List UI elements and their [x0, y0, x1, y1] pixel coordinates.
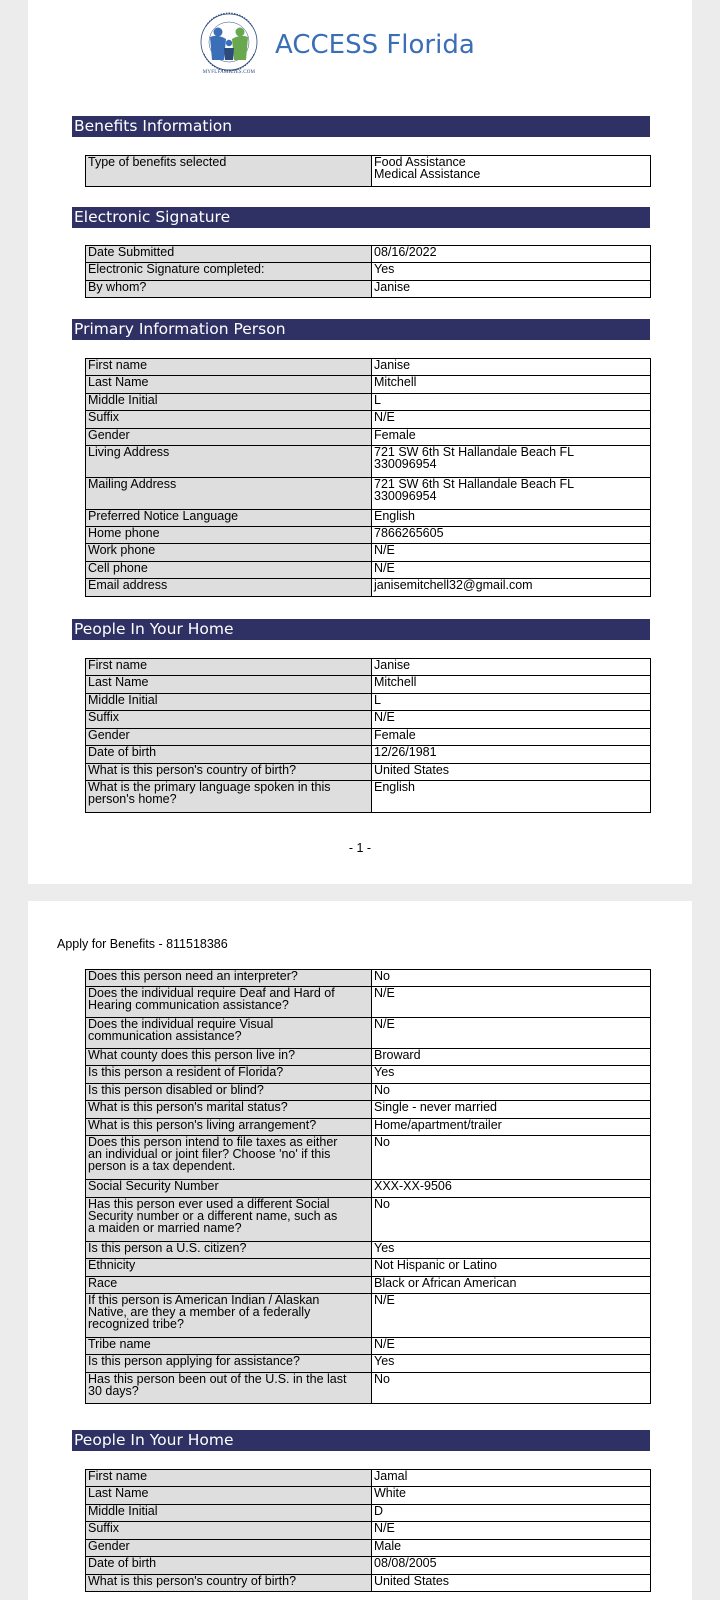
table-row	[86, 579, 651, 597]
field-label: Last Name	[86, 1487, 372, 1505]
field-value: Yes	[372, 263, 651, 281]
field-value: N/E	[372, 1338, 651, 1355]
section-title-people-in-home: People In Your Home	[72, 619, 650, 640]
field-value: janisemitchell32@gmail.com	[372, 579, 651, 597]
field-label: Mailing Address	[86, 478, 372, 510]
field-value: White	[372, 1487, 651, 1505]
table-row	[86, 1294, 651, 1338]
field-value: N/E	[372, 562, 651, 579]
field-label: Last Name	[86, 676, 372, 694]
table-row	[86, 359, 651, 376]
table-row	[86, 411, 651, 429]
table-row	[86, 1066, 651, 1084]
document-page-1	[28, 0, 692, 884]
table-row	[86, 987, 651, 1018]
field-label: Is this person a resident of Florida?	[86, 1066, 372, 1084]
field-label: Date of birth	[86, 746, 372, 764]
table-row	[86, 1277, 651, 1294]
field-value: N/E	[372, 711, 651, 729]
primary-person-table	[85, 358, 651, 597]
field-value: United States	[372, 764, 651, 781]
table-row	[86, 1557, 651, 1575]
field-label: Email address	[86, 579, 372, 597]
field-value: D	[372, 1505, 651, 1522]
field-value: Broward	[372, 1049, 651, 1066]
field-value: N/E	[372, 411, 651, 429]
field-label: Middle Initial	[86, 1505, 372, 1522]
table-row	[86, 764, 651, 781]
field-value: N/E	[372, 987, 651, 1018]
table-row	[86, 1575, 651, 1592]
table-row	[86, 970, 651, 987]
table-row	[86, 1049, 651, 1066]
table-row	[86, 1259, 651, 1277]
table-row	[86, 1373, 651, 1404]
field-label: Gender	[86, 429, 372, 446]
field-label: First name	[86, 359, 372, 376]
table-row	[86, 1470, 651, 1487]
field-value: Not Hispanic or Latino	[372, 1259, 651, 1277]
table-row	[86, 694, 651, 711]
field-label: Work phone	[86, 544, 372, 562]
field-value: No	[372, 1136, 651, 1180]
field-value: Black or African American	[372, 1277, 651, 1294]
field-value: Single - never married	[372, 1101, 651, 1119]
field-value: 721 SW 6th St Hallandale Beach FL 330096954	[372, 478, 651, 510]
field-value: Home/apartment/trailer	[372, 1119, 651, 1136]
field-value: N/E	[372, 1294, 651, 1338]
field-label: Race	[86, 1277, 372, 1294]
field-value: Janise	[372, 359, 651, 376]
field-label: Is this person applying for assistance?	[86, 1355, 372, 1373]
field-label: First name	[86, 1470, 372, 1487]
field-label: Preferred Notice Language	[86, 510, 372, 527]
table-row	[86, 394, 651, 411]
table-row	[86, 1355, 651, 1373]
field-value: Female	[372, 429, 651, 446]
table-row	[86, 1198, 651, 1242]
table-row	[86, 1505, 651, 1522]
field-label: Tribe name	[86, 1338, 372, 1355]
field-value: 7866265605	[372, 527, 651, 544]
field-label: What is this person's living arrangement?	[86, 1119, 372, 1136]
field-label: Does the individual require Visual communication assistance?	[86, 1018, 372, 1049]
field-label: If this person is American Indian / Alaskan Native, are they a member of a federally recognized tribe?	[86, 1294, 372, 1338]
table-row	[86, 527, 651, 544]
field-value: Food Assistance Medical Assistance	[372, 156, 651, 187]
field-label: Ethnicity	[86, 1259, 372, 1277]
field-label: By whom?	[86, 281, 372, 298]
table-row	[86, 1242, 651, 1259]
field-value: L	[372, 694, 651, 711]
table-row	[86, 1018, 651, 1049]
table-row	[86, 1540, 651, 1557]
field-value: L	[372, 394, 651, 411]
field-value: N/E	[372, 1522, 651, 1540]
table-row	[86, 263, 651, 281]
field-label: Electronic Signature completed:	[86, 263, 372, 281]
field-value: 721 SW 6th St Hallandale Beach FL 330096954	[372, 446, 651, 478]
field-label: Does the individual require Deaf and Hard of Hearing communication assistance?	[86, 987, 372, 1018]
section-title-primary-person: Primary Information Person	[72, 319, 650, 340]
field-value: Yes	[372, 1355, 651, 1373]
apply-for-benefits-title: Apply for Benefits - 811518386	[57, 937, 228, 951]
field-label: Home phone	[86, 527, 372, 544]
table-row	[86, 711, 651, 729]
table-row	[86, 376, 651, 394]
field-value: No	[372, 1084, 651, 1101]
field-label: Suffix	[86, 411, 372, 429]
field-label: What is this person's country of birth?	[86, 1575, 372, 1592]
signature-table	[85, 245, 651, 298]
field-value: No	[372, 1373, 651, 1404]
field-label: Gender	[86, 1540, 372, 1557]
table-row	[86, 478, 651, 510]
table-row	[86, 1136, 651, 1180]
section-title-benefits: Benefits Information	[72, 116, 650, 137]
field-value: Male	[372, 1540, 651, 1557]
document-header	[198, 12, 518, 82]
field-value: N/E	[372, 1018, 651, 1049]
section-title-electronic-signature: Electronic Signature	[72, 207, 650, 228]
table-row	[86, 562, 651, 579]
table-row	[86, 1084, 651, 1101]
field-value: Female	[372, 729, 651, 746]
field-label: Is this person a U.S. citizen?	[86, 1242, 372, 1259]
field-value: English	[372, 510, 651, 527]
table-row	[86, 1487, 651, 1505]
field-label: Does this person need an interpreter?	[86, 970, 372, 987]
field-value: Mitchell	[372, 676, 651, 694]
table-row	[86, 676, 651, 694]
field-value: Jamal	[372, 1470, 651, 1487]
field-value: Yes	[372, 1242, 651, 1259]
table-row	[86, 544, 651, 562]
field-label: Date Submitted	[86, 246, 372, 263]
field-value: Janise	[372, 659, 651, 676]
field-label: What is the primary language spoken in this person's home?	[86, 781, 372, 813]
field-label: Social Security Number	[86, 1180, 372, 1198]
field-label: Suffix	[86, 711, 372, 729]
people-in-home-table-1	[85, 658, 651, 813]
section-title-people-in-home-2: People In Your Home	[72, 1430, 650, 1451]
field-label: Living Address	[86, 446, 372, 478]
field-label: Middle Initial	[86, 394, 372, 411]
document-page-2	[28, 901, 692, 1600]
field-value: United States	[372, 1575, 651, 1592]
field-label: Cell phone	[86, 562, 372, 579]
table-row	[86, 156, 651, 187]
field-value: N/E	[372, 544, 651, 562]
field-label: Is this person disabled or blind?	[86, 1084, 372, 1101]
field-value: English	[372, 781, 651, 813]
field-value: 08/08/2005	[372, 1557, 651, 1575]
field-value: No	[372, 970, 651, 987]
table-row	[86, 746, 651, 764]
field-label: First name	[86, 659, 372, 676]
field-value: 08/16/2022	[372, 246, 651, 263]
field-label: What is this person's marital status?	[86, 1101, 372, 1119]
field-label: Suffix	[86, 1522, 372, 1540]
field-label: Has this person ever used a different Social Security number or a different name, such as a maiden or married name?	[86, 1198, 372, 1242]
table-row	[86, 281, 651, 298]
field-value: Mitchell	[372, 376, 651, 394]
field-label: What county does this person live in?	[86, 1049, 372, 1066]
field-value: Yes	[372, 1066, 651, 1084]
table-row	[86, 1101, 651, 1119]
field-label: Has this person been out of the U.S. in the last 30 days?	[86, 1373, 372, 1404]
field-value: Janise	[372, 281, 651, 298]
table-row	[86, 429, 651, 446]
person-details-table	[85, 969, 651, 1404]
field-value: XXX-XX-9506	[372, 1180, 651, 1198]
table-row	[86, 659, 651, 676]
logo-url: MYFLFAMILIES.COM	[202, 70, 256, 75]
field-value: No	[372, 1198, 651, 1242]
field-label: Does this person intend to file taxes as either an individual or joint filer? Choose 'no' if this person is a tax dependent.	[86, 1136, 372, 1180]
field-label: What is this person's country of birth?	[86, 764, 372, 781]
field-label: Middle Initial	[86, 694, 372, 711]
dcf-family-seal-icon	[198, 12, 260, 78]
table-row	[86, 1338, 651, 1355]
app-title: ACCESS Florida	[275, 30, 475, 60]
field-label: Gender	[86, 729, 372, 746]
field-value: 12/26/1981	[372, 746, 651, 764]
table-row	[86, 781, 651, 813]
table-row	[86, 1522, 651, 1540]
table-row	[86, 1119, 651, 1136]
table-row	[86, 510, 651, 527]
table-row	[86, 729, 651, 746]
people-in-home-table-2	[85, 1469, 651, 1592]
benefits-table	[85, 155, 651, 187]
page-number: - 1 -	[348, 841, 372, 855]
table-row	[86, 1180, 651, 1198]
field-label: Date of birth	[86, 1557, 372, 1575]
table-row	[86, 246, 651, 263]
field-label: Last Name	[86, 376, 372, 394]
table-row	[86, 446, 651, 478]
field-label: Type of benefits selected	[86, 156, 372, 187]
